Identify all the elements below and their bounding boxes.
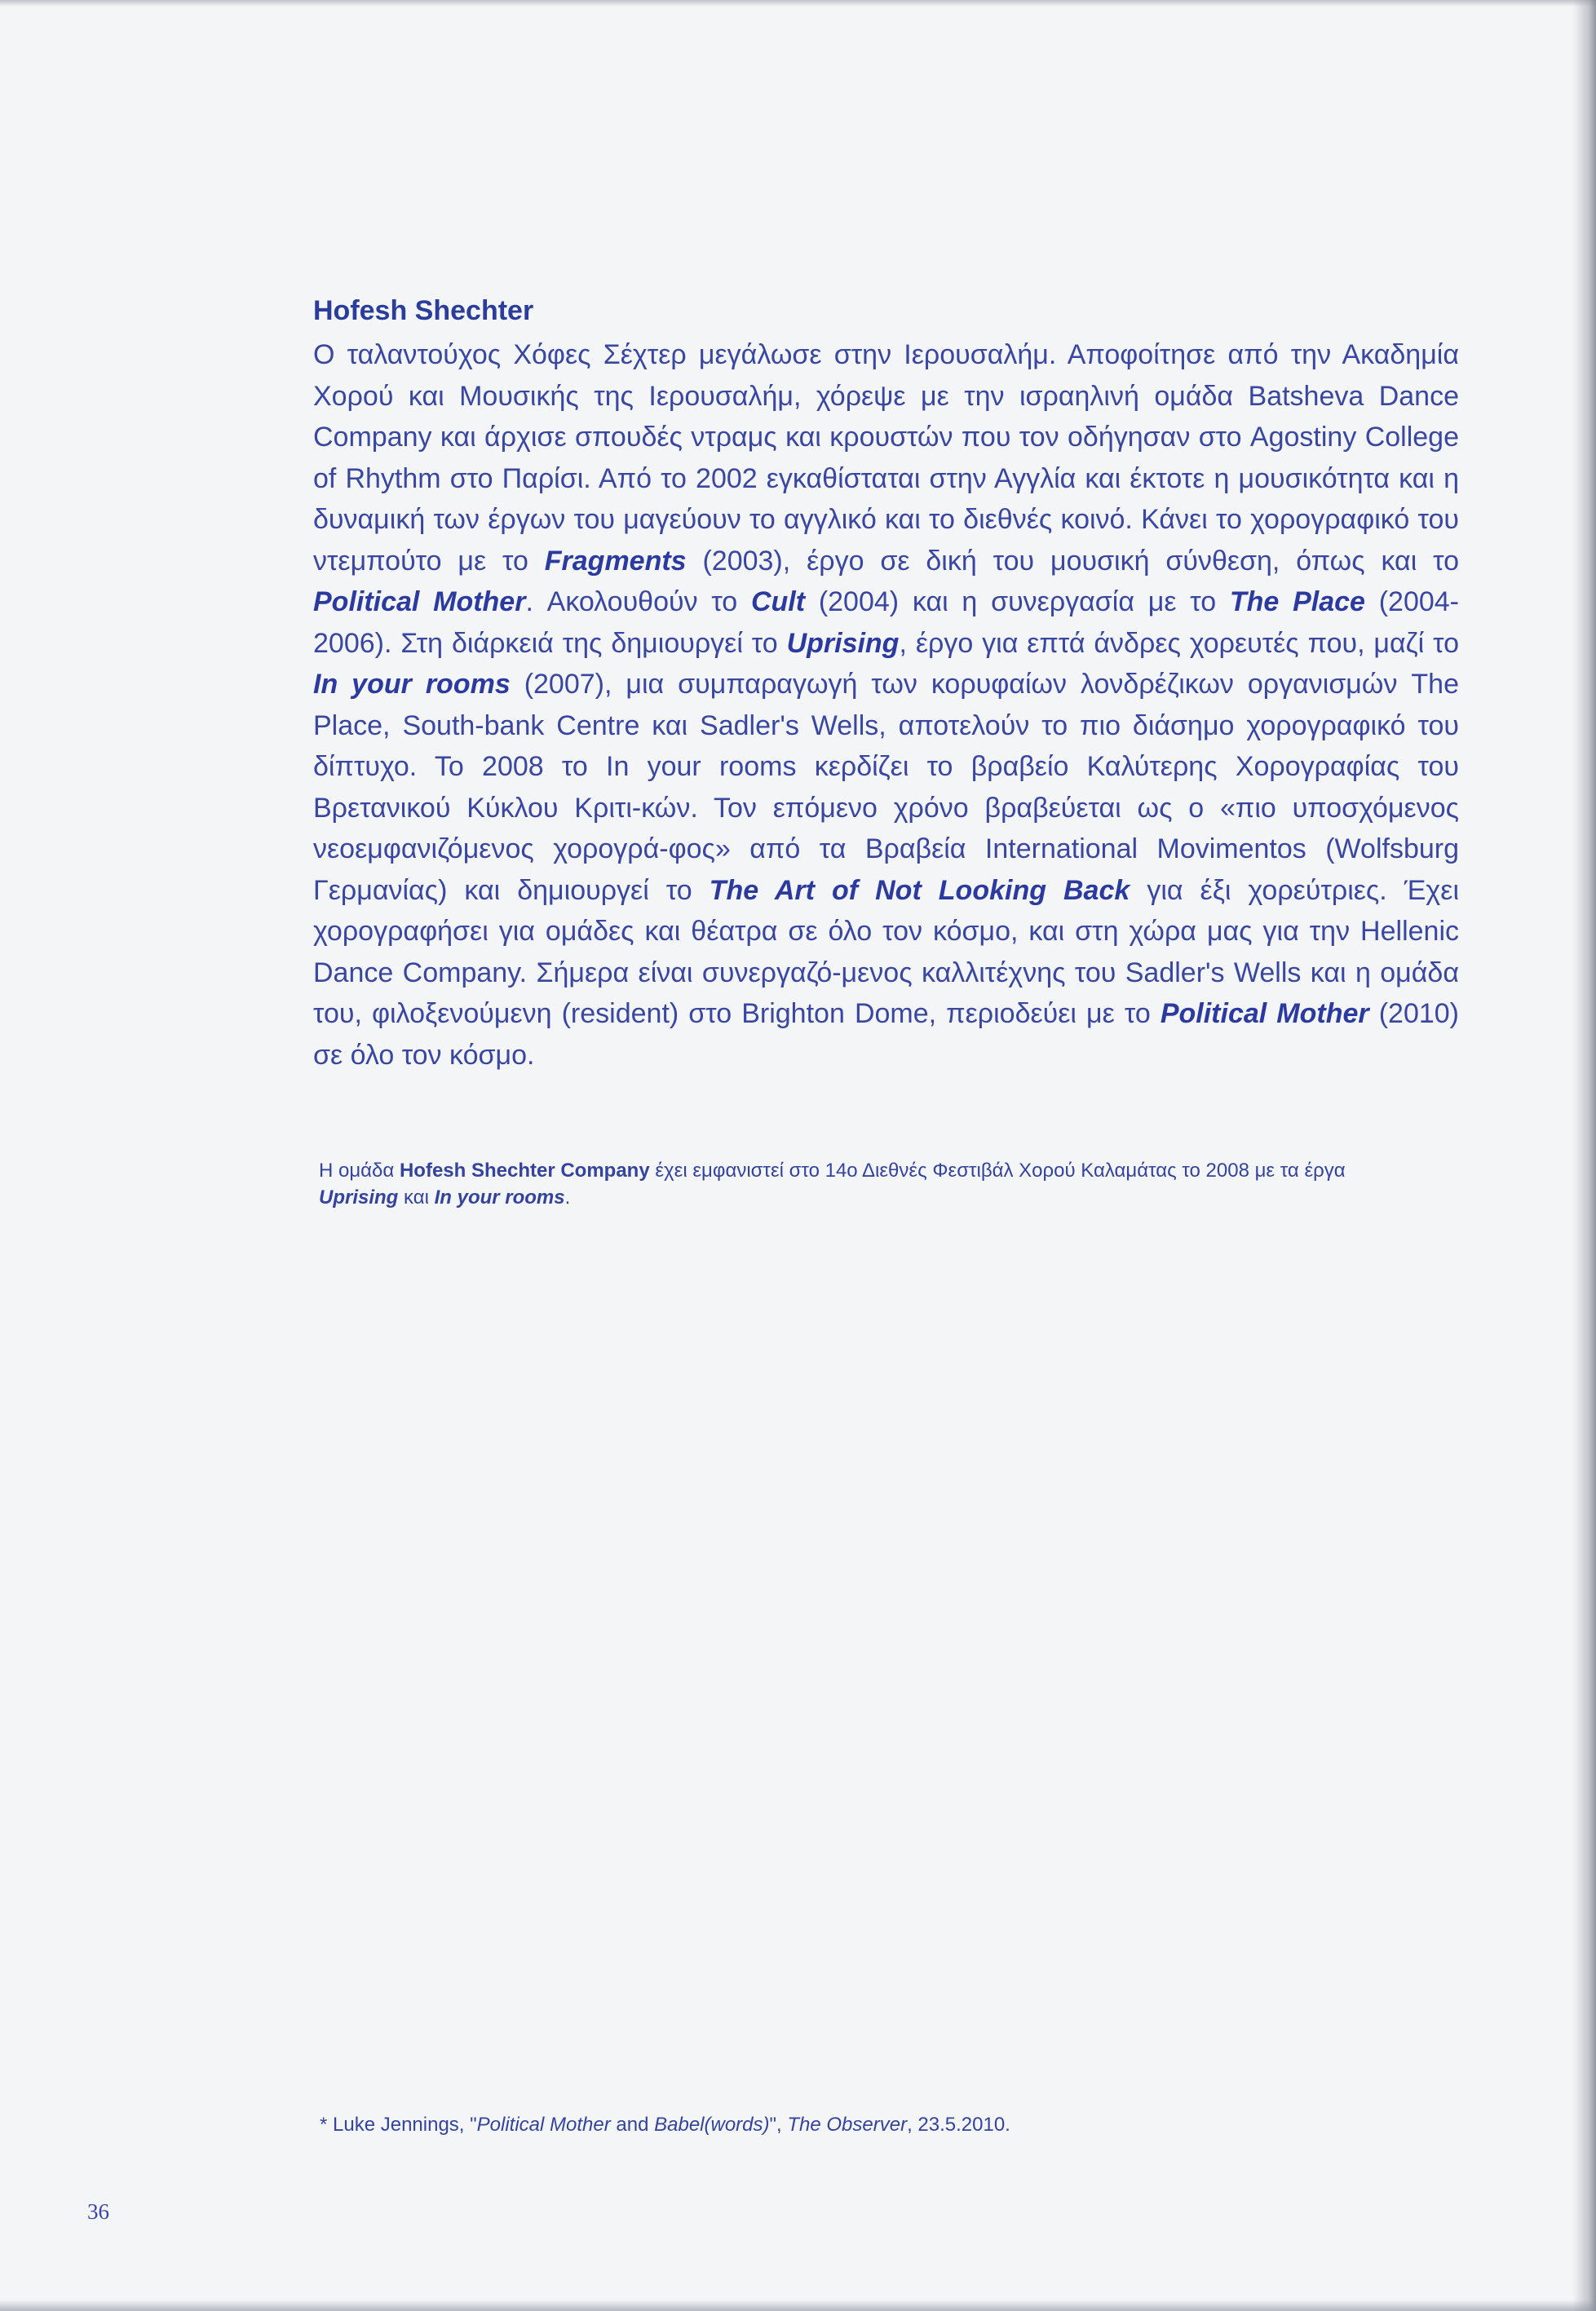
work-title: Political Mother xyxy=(1160,998,1369,1029)
bio-text: για έξι χορεύτριες. Έχει χορογραφήσει για ομάδες και θέατρα σε όλο τον κόσμο, και στη χώρα μας για την Hellenic Dance Company. Σήμερα είναι συνεργαζό-μενος καλλιτέχνης του Sadler's Wells και η ομάδα του, φιλοξενούμενη (resident) στο Brighton Dome, περιοδεύει με το xyxy=(313,874,1459,1029)
scan-edge-bottom xyxy=(0,2300,1596,2311)
note-text: Η ομάδα xyxy=(319,1160,400,1182)
work-title: In your rooms xyxy=(434,1186,565,1209)
festival-note xyxy=(319,1157,1379,1211)
work-title: Political Mother xyxy=(313,586,526,617)
note-text: έχει εμφανιστεί στο 14ο Διεθνές Φεστιβάλ Χορού Καλαμάτας το 2008 με τα έργα xyxy=(649,1160,1346,1182)
footnote-text: , 23.5.2010. xyxy=(907,2114,1010,2136)
work-title: The Place xyxy=(1229,586,1365,617)
page-number: 36 xyxy=(87,2199,109,2224)
work-title: In your rooms xyxy=(313,669,511,700)
company-name: Hofesh Shechter Company xyxy=(399,1160,650,1182)
footnote-text: * Luke Jennings, " xyxy=(320,2114,477,2136)
bio-text: (2007), μια συμπαραγωγή των κορυφαίων λονδρέζικων οργανισμών The Place, South-bank Centre και Sadler's Wells, αποτελούν το πιο διάσημο χορογραφικό του δίπτυχο. Το 2008 το In your rooms κερδίζει το βραβείο Καλύτερης Χορογραφίας του Βρετανικού Κύκλου Κριτι-κών. Τον επόμενο χρόνο βραβεύεται ως ο «πιο υποσχόμενος νεοεμφανιζόμενος χορογρά-φος» από τα Βραβεία International Movimentos (Wolfsburg Γερμανίας) και δημιουργεί το xyxy=(313,669,1459,906)
bio-text: (2010) σε όλο τον κόσμο. xyxy=(313,998,1459,1071)
work-title: The Art of Not Looking Back xyxy=(709,874,1130,906)
work-title: Uprising xyxy=(319,1186,399,1209)
footnote-text: ", xyxy=(769,2114,788,2136)
bio-text: . Ακολουθούν το xyxy=(525,586,751,617)
work-title: Fragments xyxy=(544,545,687,577)
footnote-source: The Observer xyxy=(787,2114,908,2136)
work-title: Cult xyxy=(750,586,806,617)
footnote-text: and xyxy=(610,2114,655,2136)
scan-edge-right xyxy=(1573,0,1596,2311)
bio-text: Ο ταλαντούχος Χόφες Σέχτερ μεγάλωσε στην Ιερουσαλήμ. Αποφοίτησε από την Ακαδημία Χορού και Μουσικής της Ιερουσαλήμ, χόρεψε με την ισραηλινή ομάδα Batsheva Dance Company και άρχισε σπουδές ντραμς και κρουστών που τον οδήγησαν στο Agostiny College of Rhythm στο Παρίσι. Από το 2002 εγκαθίσταται στην Αγγλία και έκτοτε η μουσικότητα και η δυναμική των έργων του μαγεύουν το αγγλικό και το διεθνές κοινό. Κάνει το χορογραφικό του ντεμπούτο με το xyxy=(313,339,1459,577)
note-text: . xyxy=(564,1186,571,1209)
bio-text: , έργο για επτά άνδρες χορευτές που, μαζί το xyxy=(899,627,1459,659)
footnote xyxy=(320,2114,1217,2136)
bio-text: (2004-2006). Στη διάρκειά της δημιουργεί το xyxy=(313,586,1459,659)
bio-title: Hofesh Shechter xyxy=(313,295,534,326)
footnote-title: Political Mother xyxy=(476,2114,611,2136)
work-title: Uprising xyxy=(786,627,900,659)
footnote-title: Babel(words) xyxy=(654,2114,770,2136)
bio-body xyxy=(313,334,1459,1076)
scan-edge-top xyxy=(0,0,1596,7)
note-text: και xyxy=(398,1186,435,1209)
bio-text: (2004) και η συνεργασία με το xyxy=(805,586,1230,617)
bio-text: (2003), έργο σε δική του μουσική σύνθεση, όπως και το xyxy=(686,545,1460,577)
